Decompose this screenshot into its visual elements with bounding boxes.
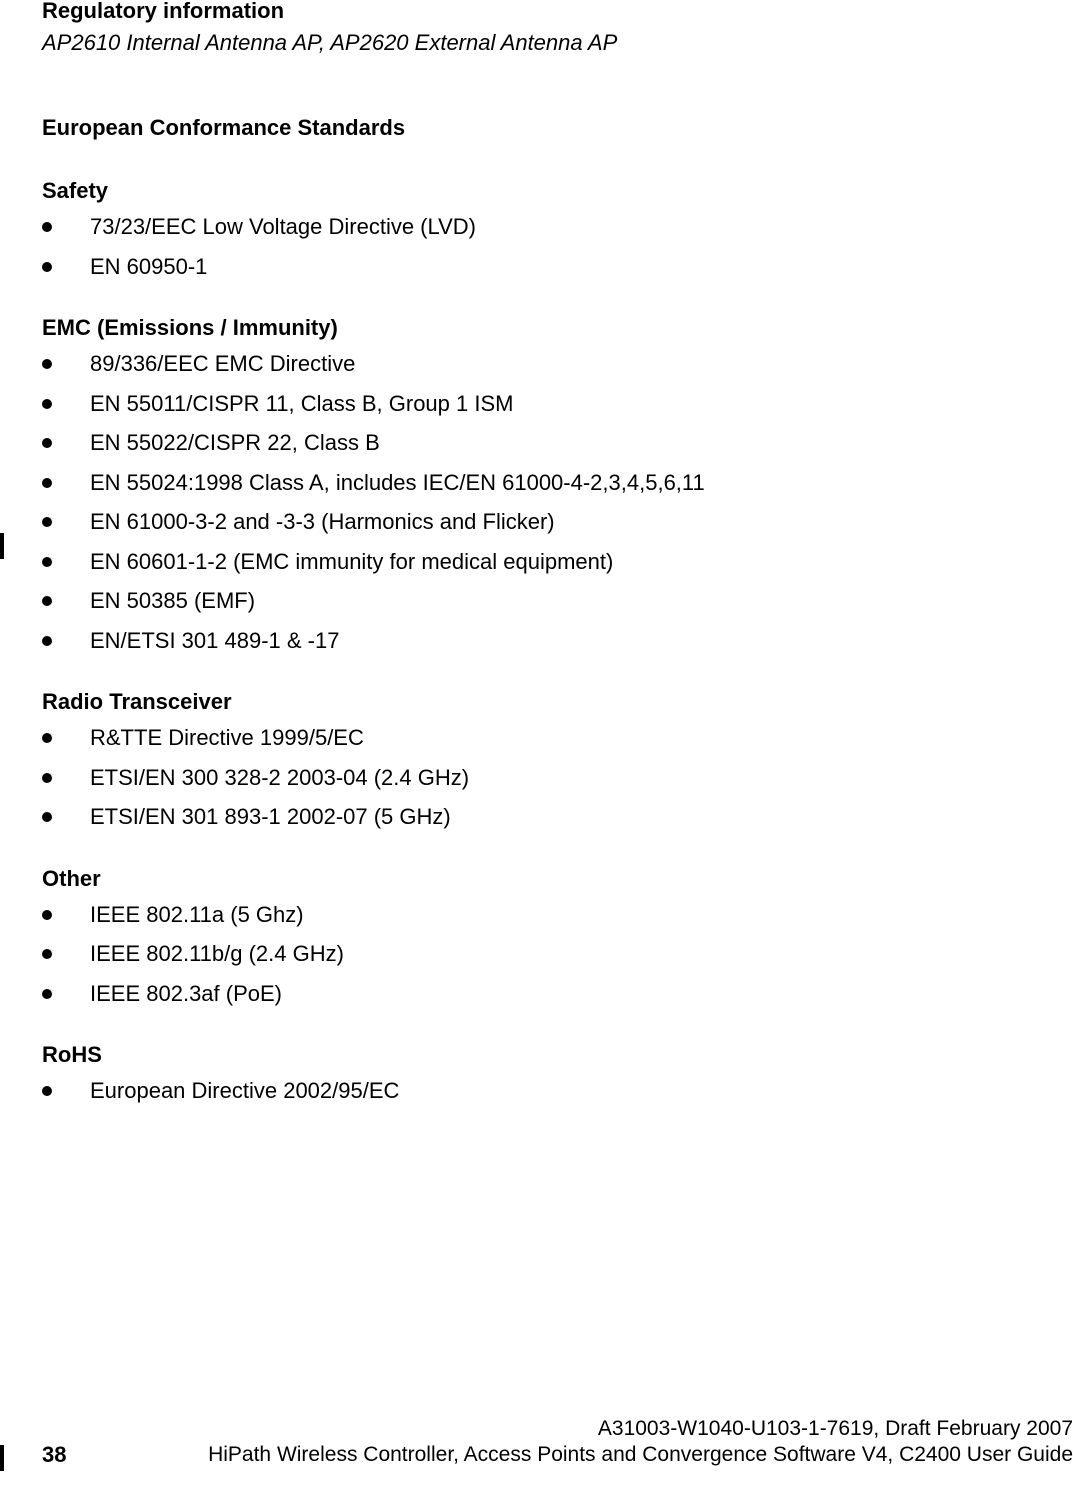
list-item — [42, 764, 1042, 804]
list-item — [42, 940, 1042, 980]
list-item-text: EN 61000-3-2 and -3-3 (Harmonics and Flicker) — [90, 509, 555, 534]
list-item — [42, 253, 1042, 293]
page-number: 38 — [42, 1442, 67, 1467]
section-radio-transceiver — [42, 688, 1042, 843]
change-bar — [0, 533, 4, 559]
list-item — [42, 429, 1042, 469]
list-item-text: EN 55024:1998 Class A, includes IEC/EN 61000-4-2,3,4,5,6,11 — [90, 469, 705, 495]
footer-doc-title: HiPath Wireless Controller, Access Points and Convergence Software V4, C2400 User Guide — [208, 1443, 1073, 1466]
list-item-text: IEEE 802.11a (5 Ghz) — [90, 901, 304, 927]
section-rohs — [42, 1041, 1042, 1117]
list-item — [42, 627, 1042, 667]
bullet-icon — [42, 262, 52, 272]
bullet-icon — [42, 989, 52, 999]
list-item-text: R&TTE Directive 1999/5/EC — [90, 725, 364, 750]
section-heading: Radio Transceiver — [42, 689, 232, 714]
bullet-list — [42, 1077, 1042, 1117]
list-item-text: EN/ETSI 301 489-1 & -17 — [90, 627, 340, 653]
section-heading: RoHS — [42, 1042, 102, 1067]
running-header-subtitle: AP2610 Internal Antenna AP, AP2620 External Antenna AP — [42, 30, 618, 55]
bullet-icon — [42, 438, 52, 448]
list-item — [42, 980, 1042, 1020]
section-safety — [42, 177, 1042, 292]
list-item-text: EN 55011/CISPR 11, Class B, Group 1 ISM — [90, 390, 514, 416]
list-item — [42, 350, 1042, 390]
list-item — [42, 1077, 1042, 1117]
bullet-icon — [42, 812, 52, 822]
bullet-list — [42, 350, 1042, 666]
bullet-list — [42, 213, 1042, 292]
change-bar — [0, 1445, 4, 1471]
bullet-icon — [42, 949, 52, 959]
section-emc — [42, 314, 1042, 666]
list-item — [42, 724, 1042, 764]
bullet-icon — [42, 596, 52, 606]
running-header-title: Regulatory information — [42, 0, 285, 23]
section-other — [42, 865, 1042, 1020]
list-item-text: IEEE 802.3af (PoE) — [90, 980, 282, 1006]
list-item — [42, 901, 1042, 941]
list-item — [42, 587, 1042, 627]
bullet-icon — [42, 636, 52, 646]
list-item-text: EN 60601-1-2 (EMC immunity for medical equipment) — [90, 548, 614, 574]
bullet-icon — [42, 222, 52, 232]
list-item — [42, 508, 1042, 548]
section-heading: EMC (Emissions / Immunity) — [42, 315, 338, 340]
bullet-icon — [42, 557, 52, 567]
list-item-text: ETSI/EN 300 328-2 2003-04 (2.4 GHz) — [90, 764, 470, 790]
list-item-text: European Directive 2002/95/EC — [90, 1078, 400, 1103]
list-item — [42, 469, 1042, 509]
page-content — [42, 114, 1042, 1139]
footer-doc-id: A31003-W1040-U103-1-7619, Draft February 2007 — [597, 1417, 1073, 1440]
list-item — [42, 390, 1042, 430]
bullet-icon — [42, 733, 52, 743]
list-item-text: 73/23/EEC Low Voltage Directive (LVD) — [90, 214, 476, 239]
list-item-text: EN 60950-1 — [90, 253, 208, 279]
section-heading: Other — [42, 865, 101, 891]
bullet-icon — [42, 773, 52, 783]
bullet-icon — [42, 478, 52, 488]
bullet-icon — [42, 910, 52, 920]
bullet-list — [42, 901, 1042, 1020]
page-title: European Conformance Standards — [42, 115, 406, 140]
list-item-text: ETSI/EN 301 893-1 2002-07 (5 GHz) — [90, 804, 451, 829]
list-item-text: 89/336/EEC EMC Directive — [90, 351, 356, 376]
list-item — [42, 213, 1042, 253]
bullet-icon — [42, 1086, 52, 1096]
list-item — [42, 548, 1042, 588]
list-item — [42, 803, 1042, 843]
bullet-icon — [42, 517, 52, 527]
bullet-list — [42, 724, 1042, 843]
bullet-icon — [42, 359, 52, 369]
bullet-icon — [42, 399, 52, 409]
section-heading: Safety — [42, 178, 109, 203]
list-item-text: IEEE 802.11b/g (2.4 GHz) — [90, 941, 344, 966]
list-item-text: EN 55022/CISPR 22, Class B — [90, 430, 380, 455]
list-item-text: EN 50385 (EMF) — [90, 588, 256, 613]
